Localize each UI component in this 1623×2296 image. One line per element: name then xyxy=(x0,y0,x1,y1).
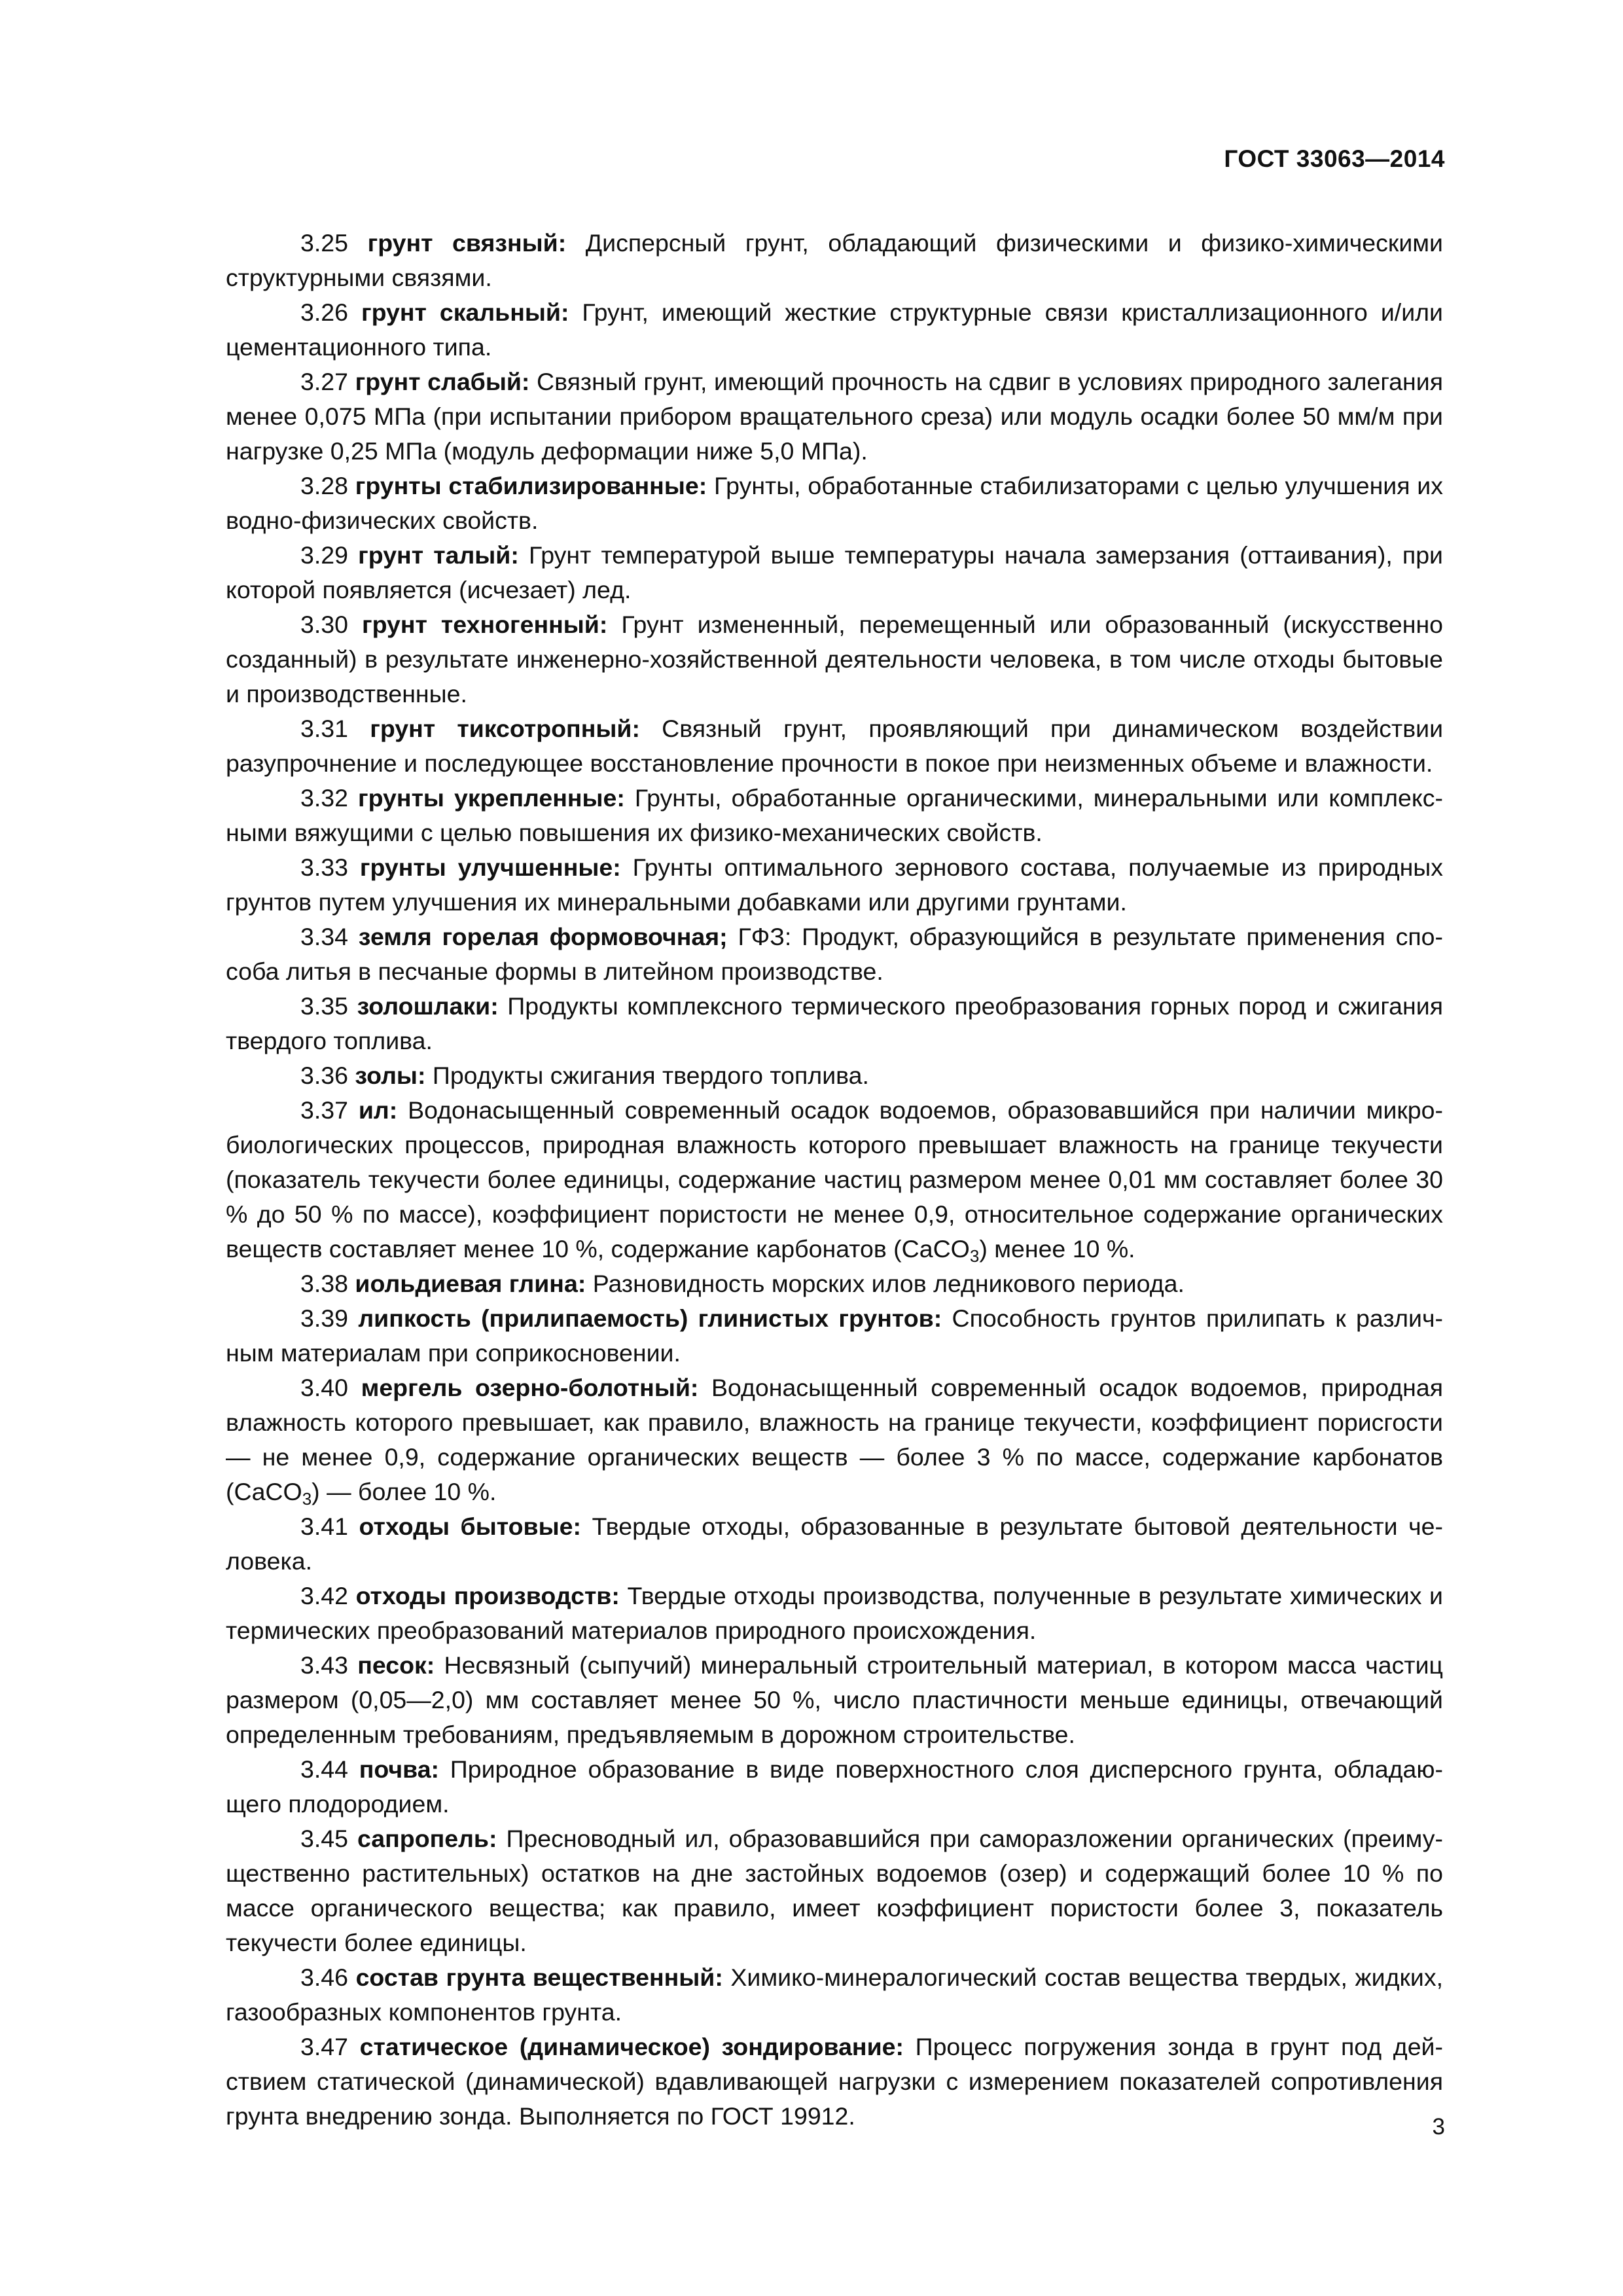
entry-number: 3.45 xyxy=(300,1825,348,1852)
entry-term: статическое (динамическое) зондирование: xyxy=(359,2033,904,2060)
entry-number: 3.34 xyxy=(300,923,348,950)
term-entry xyxy=(226,1266,1443,1301)
term-entry xyxy=(226,365,1443,469)
entry-term: золы: xyxy=(355,1062,426,1089)
entry-definition: Разновидность морских илов ледникового периода. xyxy=(592,1270,1185,1297)
entry-term: отходы бытовые: xyxy=(359,1513,581,1540)
entry-definition: Несвязный (сыпучий) минеральный строительный материал, в котором масса частиц размером (0,05—2,0) мм составляет менее 50 %, число пластичности меньше единицы, отвечающий определенным требованиям, предъявляемым в дорожном строительстве. xyxy=(226,1651,1443,1748)
term-entry xyxy=(226,295,1443,365)
term-entry xyxy=(226,711,1443,781)
term-entry xyxy=(226,1509,1443,1579)
term-entry xyxy=(226,1752,1443,1821)
term-entry xyxy=(226,538,1443,607)
term-entry xyxy=(226,469,1443,538)
entry-term: почва: xyxy=(359,1755,440,1783)
entry-term: грунт слабый: xyxy=(355,368,530,395)
entry-number: 3.25 xyxy=(300,229,348,257)
entry-number: 3.46 xyxy=(300,1964,348,1991)
entry-number: 3.41 xyxy=(300,1513,348,1540)
entry-term: ил: xyxy=(358,1096,398,1124)
entry-term: состав грунта вещественный: xyxy=(355,1964,723,1991)
term-entry xyxy=(226,1648,1443,1752)
entry-term: золошлаки: xyxy=(357,992,499,1020)
entry-definition: Продукты сжигания твердого топлива. xyxy=(432,1062,869,1089)
entry-definition-tail: ) менее 10 %. xyxy=(979,1235,1135,1263)
entry-definition: Способность грунтов прилипать к различным материалам при соприкосновении. xyxy=(226,1304,1443,1367)
entry-definition: Грунт измененный, перемещенный или образованный (искусственно созданный) в результате инженерно-хозяйственной деятельности человека, в том числе отходы бытовые и производственные. xyxy=(226,611,1444,708)
entry-number: 3.40 xyxy=(300,1374,348,1401)
entry-definition: Грунт, имеющий жесткие структурные связи кристаллизационного и/или цементационного типа. xyxy=(226,298,1444,361)
document-header: ГОСТ 33063—2014 xyxy=(1224,145,1445,172)
entry-definition: Твердые отходы, образованные в результате бытовой деятельности человека. xyxy=(226,1513,1443,1575)
entry-definition: Химико-минералогический состав вещества твердых, жидких, газообразных компонентов грунта. xyxy=(226,1964,1443,2026)
entry-definition: Связный грунт, проявляющий при динамическом воздействии разупрочнение и последующее восстановление прочности в покое при неизменных объеме и влажности. xyxy=(226,715,1444,777)
entry-term: грунты укрепленные: xyxy=(358,784,625,812)
entry-term: сапропель: xyxy=(357,1825,497,1852)
entry-number: 3.29 xyxy=(300,541,348,569)
term-entry xyxy=(226,1821,1443,1960)
entry-term: грунт талый: xyxy=(358,541,519,569)
entry-number: 3.28 xyxy=(300,472,348,499)
entry-definition: Грунты, обработанные органическими, минеральными или комплексными вяжущими с целью повышения их физико-механических свойств. xyxy=(226,784,1443,846)
entry-term: песок: xyxy=(357,1651,435,1679)
entry-term: грунт тиксотропный: xyxy=(370,715,640,742)
term-entry xyxy=(226,1371,1443,1509)
term-entry xyxy=(226,226,1443,295)
entry-term: грунты улучшенные: xyxy=(359,853,621,881)
term-entry xyxy=(226,607,1443,711)
entry-term: грунт скальный: xyxy=(361,298,569,326)
page-number: 3 xyxy=(1432,2114,1445,2140)
entry-definition: Дисперсный грунт, обладающий физическими и физико-химическими структурными связями. xyxy=(226,229,1443,291)
entry-term: земля горелая формовочная; xyxy=(358,923,728,950)
term-entry xyxy=(226,781,1443,850)
entry-number: 3.31 xyxy=(300,715,348,742)
entry-number: 3.44 xyxy=(300,1755,348,1783)
entry-number: 3.26 xyxy=(300,298,348,326)
entry-term: грунты стабилизированные: xyxy=(355,472,707,499)
entry-number: 3.37 xyxy=(300,1096,348,1124)
entry-number: 3.33 xyxy=(300,853,348,881)
subscript: 3 xyxy=(969,1246,980,1266)
entry-number: 3.36 xyxy=(300,1062,348,1089)
entry-term: иольдиевая глина: xyxy=(355,1270,586,1297)
subscript: 3 xyxy=(302,1489,312,1509)
entry-definition: Грунт температурой выше температуры начала замерзания (оттаивания), при которой появляется (исчезает) лед. xyxy=(226,541,1444,603)
term-entry xyxy=(226,1579,1443,1648)
terms-list xyxy=(226,226,1443,2134)
entry-definition: Водонасыщенный современный осадок водоемов, природная влажность которого превышает, как правило, влажность на границе текучести, коэффициент порисгости — не менее 0,9, содержание органических веществ — более 3 % по массе, содержание карбонатов (CaCO xyxy=(226,1374,1443,1505)
entry-number: 3.38 xyxy=(300,1270,348,1297)
entry-number: 3.43 xyxy=(300,1651,348,1679)
entry-number: 3.27 xyxy=(300,368,348,395)
entry-term: мергель озерно-болотный: xyxy=(361,1374,699,1401)
term-entry xyxy=(226,2030,1443,2134)
entry-definition: Грунты, обработанные стабилизаторами с целью улучшения их водно-физических свойств. xyxy=(226,472,1443,534)
entry-term: отходы производств: xyxy=(355,1582,620,1609)
entry-definition: ГФЗ: Продукт, образующийся в результате применения способа литья в песчаные формы в литейном производстве. xyxy=(226,923,1443,985)
entry-definition-tail: ) — более 10 %. xyxy=(312,1478,497,1505)
entry-number: 3.35 xyxy=(300,992,348,1020)
term-entry xyxy=(226,1301,1443,1371)
term-entry xyxy=(226,1093,1443,1266)
entry-number: 3.30 xyxy=(300,611,348,638)
term-entry xyxy=(226,850,1443,920)
entry-definition: Грунты оптимального зернового состава, получаемые из природных грунтов путем улучшения их минеральными добавками или другими грунтами. xyxy=(226,853,1444,916)
entry-number: 3.47 xyxy=(300,2033,348,2060)
entry-term: грунт техногенный: xyxy=(361,611,608,638)
entry-definition: Процесс погружения зонда в грунт под действием статической (динамической) вдавливающей нагрузки с измерением показателей сопротивления грунта внедрению зонда. Выполняется по ГОСТ 19912. xyxy=(226,2033,1443,2130)
entry-definition: Водонасыщенный современный осадок водоемов, образовавшийся при наличии микробиологических процессов, природная влажность которого превышает влажность на границе текучести (показатель текучести более единицы, содержание частиц размером менее 0,01 мм составляет более 30 % до 50 % по массе), коэффициент пористости не менее 0,9, относительное содержание органических веществ составляет менее 10 %, содержание карбонатов (CaCO xyxy=(226,1096,1444,1263)
term-entry xyxy=(226,1960,1443,2030)
entry-definition: Пресноводный ил, образовавшийся при саморазложении органических (преимущественно растительных) остатков на дне застойных водоемов (озер) и содержащий более 10 % по массе органического вещества; как правило, имеет коэффициент пористости более 3, показатель текучести более единицы. xyxy=(226,1825,1443,1956)
entry-term: грунт связный: xyxy=(367,229,567,257)
entry-number: 3.42 xyxy=(300,1582,348,1609)
entry-term: липкость (прилипаемость) глинистых грунтов: xyxy=(358,1304,942,1332)
term-entry xyxy=(226,1058,1443,1093)
term-entry xyxy=(226,920,1443,989)
entry-number: 3.32 xyxy=(300,784,348,812)
entry-number: 3.39 xyxy=(300,1304,348,1332)
entry-definition: Природное образование в виде поверхностного слоя дисперсного грунта, обладающего плодородием. xyxy=(226,1755,1443,1818)
entry-definition: Твердые отходы производства, полученные в результате химических и термических преобразований материалов природного происхождения. xyxy=(226,1582,1444,1644)
entry-definition: Связный грунт, имеющий прочность на сдвиг в условиях природного залегания менее 0,075 МПа (при испытании прибором вращательного среза) или модуль осадки более 50 мм/м при нагрузке 0,25 МПа (модуль деформации ниже 5,0 МПа). xyxy=(226,368,1443,465)
term-entry xyxy=(226,989,1443,1058)
entry-definition: Продукты комплексного термического преобразования горных пород и сжигания твердого топлива. xyxy=(226,992,1443,1054)
